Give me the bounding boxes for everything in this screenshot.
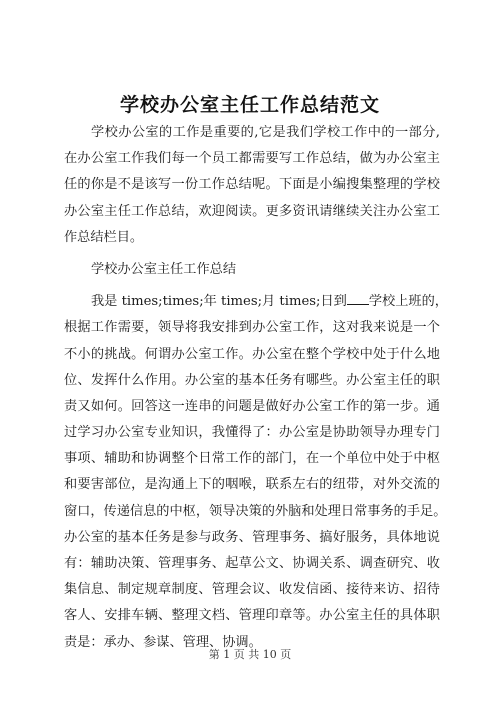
intro-line: 在办公室工作我们每一个员工都需要写工作总结，做为办公室主 [64, 151, 440, 167]
intro-line: 作总结栏目。 [64, 229, 144, 245]
body-text-segment: 学校上班的， [368, 294, 448, 310]
body-line: 窗口，传递信息的中枢，领导决策的外脑和处理日常事务的手足。 [64, 503, 447, 519]
body-line: 事项、辅助和协调整个日常工作的部门，在一个单位中处于中枢 [64, 451, 440, 467]
body-line: 根据工作需要，领导将我安排到办公室工作，这对我来说是一个 [64, 320, 440, 336]
intro-line: 办公室主任工作总结，欢迎阅读。更多资讯请继续关注办公室工 [64, 203, 440, 219]
body-line: 责又如何。回答这一连串的问题是做好办公室工作的第一步。通 [64, 398, 440, 414]
body-line-first [64, 289, 448, 315]
body-line: 办公室的基本任务是参与政务、管理事务、搞好服务，具体地说 [64, 529, 440, 545]
body-line: 有：辅助决策、管理事务、起草公文、协调关系、调查研究、收 [64, 556, 440, 571]
body-text-segment: 我是 times;times;年 times;月 times;日到 [91, 294, 347, 310]
section-subtitle: 学校办公室主任工作总结 [91, 261, 237, 277]
body-line: 过学习办公室专业知识，我懂得了：办公室是协助领导办理专门 [64, 425, 440, 441]
body-line: 不小的挑战。何谓办公室工作。办公室在整个学校中处于什么地 [64, 346, 440, 362]
body-line: 客人、安排车辆、整理文档、管理印章等。办公室主任的具体职 [64, 608, 440, 624]
fill-in-blank [347, 292, 369, 305]
document-title: 学校办公室主任工作总结范文 [119, 94, 380, 116]
page-footer: 第 1 页 共 10 页 [208, 648, 292, 661]
document-body [64, 120, 448, 656]
intro-line: 学校办公室的工作是重要的,它是我们学校工作中的一部分, [91, 125, 440, 140]
body-line: 位、发挥什么作用。办公室的基本任务有哪些。办公室主任的职 [64, 372, 440, 388]
body-line: 责是：承办、参谋、管理、协调。 [64, 634, 262, 650]
body-line: 集信息、制定规章制度、管理会议、收发信函、接待来访、招待 [64, 582, 440, 598]
intro-line: 任的你是不是该写一份工作总结呢。下面是小编搜集整理的学校 [64, 177, 440, 193]
body-line: 和要害部位，是沟通上下的咽喉，联系左右的纽带，对外交流的 [64, 477, 440, 493]
